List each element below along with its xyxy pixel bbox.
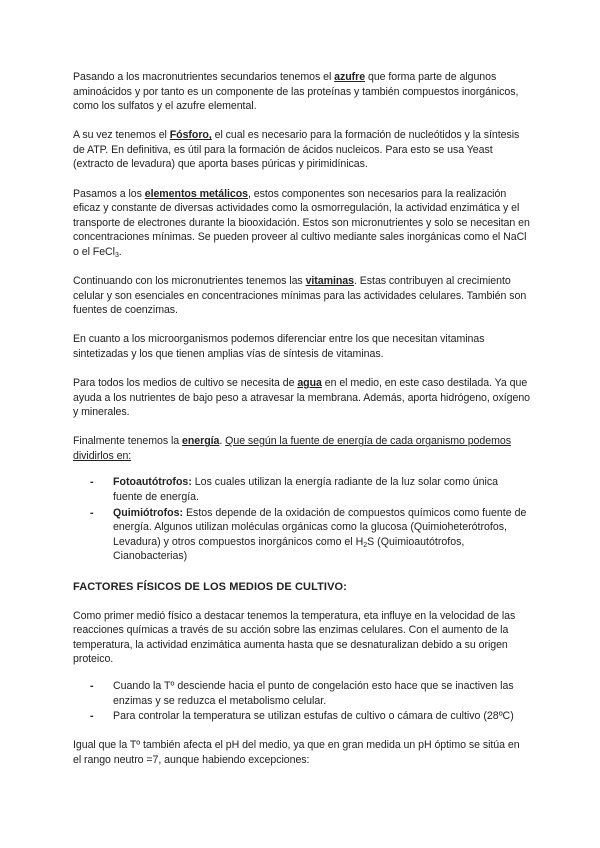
text: Finalmente tenemos la: [73, 435, 183, 448]
keyword-agua: agua: [297, 377, 322, 389]
text: Cuando la Tº desciende hacia el punto de congelación esto hace que se inactiven las enzimas y se reduzca el metabolismo celular.: [113, 679, 514, 707]
text: Continuando con los micronutrientes tenemos las: [73, 275, 306, 288]
subscript: 3: [114, 251, 119, 259]
dash-marker: -: [90, 476, 94, 489]
text: .: [118, 245, 122, 258]
text: . Estas contribuyen al crecimiento celular y son esenciales en concentraciones mínimas para las actividades celulares. También son fuentes de coenzimas.: [73, 275, 527, 317]
text: A su vez tenemos el: [73, 129, 170, 142]
text: Para todos los medios de cultivo se necesita de: [73, 377, 298, 389]
list-item: [90, 709, 530, 724]
text: Los cuales utilizan la energía radiante de la luz solar como única fuente de energía.: [113, 476, 499, 504]
text: Pasamos a los: [73, 187, 145, 200]
keyword-elementos-metalicos: elementos metálicos: [144, 187, 248, 200]
paragraph-energia: [73, 434, 530, 463]
text: , estos componentes son necesarios para la realización eficaz y constante de diversas actividades como la osmorregulación, la actividad enzimática y el transporte de electrones durante la biooxidación. Estos son micronutrientes y solo se necesitan en concentraciones mínimas. Se pueden proveer al cultivo mediante sales inorgánicas como el NaCl o el FeCl: [73, 187, 530, 258]
paragraph-microorganismos: En cuanto a los microorganismos podemos diferenciar entre los que necesitan vitaminas sintetizadas y los que tienen amplias vías de síntesis de vitaminas.: [73, 333, 485, 360]
keyword-azufre: azufre: [334, 71, 366, 83]
text: que forma parte de algunos aminoácidos y por tanto es un componente de las proteínas y también compuestos inorgánicos, como los sulfatos y el azufre elemental.: [73, 71, 519, 113]
energy-list: [73, 475, 530, 564]
paragraph-elementos-metalicos: [73, 187, 530, 260]
subscript: 2: [363, 541, 368, 549]
paragraph-ph: Igual que la Tº también afecta el pH del medio, ya que en gran medida un pH óptimo se sitúa en el rango neutro =7, aunque habiendo excepciones:: [73, 739, 520, 766]
dash-marker: -: [90, 679, 94, 692]
keyword-energia: energía: [182, 435, 220, 448]
paragraph-temperatura: Como primer medió físico a destacar tenemos la temperatura, eta influye en la velocidad de las reacciones químicas a través de su acción sobre las enzimas celulares. Con el aumento de la temperatura, la actividad enzimática aumenta hasta que se desnaturalizan debido a su origen proteico.: [73, 609, 516, 666]
list-item: [90, 475, 530, 504]
text: .: [219, 435, 226, 448]
text: S (Quimioautótrofos, Cianobacterias): [113, 535, 465, 563]
paragraph-vitaminas: [73, 274, 530, 318]
list-item: [90, 506, 530, 564]
paragraph-agua: [73, 376, 530, 420]
term-fotoautotrofos: Fotoautótrofos:: [113, 476, 192, 489]
text: Para controlar la temperatura se utilizan estufas de cultivo o cámara de cultivo (28ºC): [113, 710, 514, 723]
paragraph-azufre: [73, 70, 530, 114]
dash-marker: -: [90, 710, 94, 723]
list-item: [90, 679, 530, 708]
keyword-vitaminas: vitaminas: [305, 275, 354, 288]
paragraph-fosforo: [73, 128, 530, 172]
keyword-fosforo: Fósforo,: [169, 129, 212, 142]
term-quimiotrofos: Quimiótrofos:: [113, 506, 184, 519]
underlined-text: Que según la fuente de energía de cada organismo podemos dividirlos en:: [73, 435, 511, 462]
dash-marker: -: [90, 506, 94, 519]
text: en el medio, en este caso destilada. Ya que ayuda a los nutrientes de bajo peso a atravesar la membrana. Además, aporta hidrógeno, oxígeno y minerales.: [73, 377, 531, 419]
text: Pasando a los macronutrientes secundarios tenemos el: [73, 71, 335, 83]
section-heading: FACTORES FÍSICOS DE LOS MEDIOS DE CULTIVO:: [73, 581, 347, 594]
text: Estos depende de la oxidación de compuestos químicos como fuente de energía. Algunos utilizan moléculas orgánicas como la glucosa (Quimioheterótrofos, Levadura) y otros compuestos inorgánicos como el H: [113, 506, 527, 548]
text: el cual es necesario para la formación de nucleótidos y la síntesis de ATP. En definitiva, es útil para la formación de ácidos nucleicos. Para esto se usa Yeast (extracto de levadura) que aporta bases púricas y pirimidínicas.: [73, 129, 520, 171]
temperature-list: [73, 679, 530, 724]
